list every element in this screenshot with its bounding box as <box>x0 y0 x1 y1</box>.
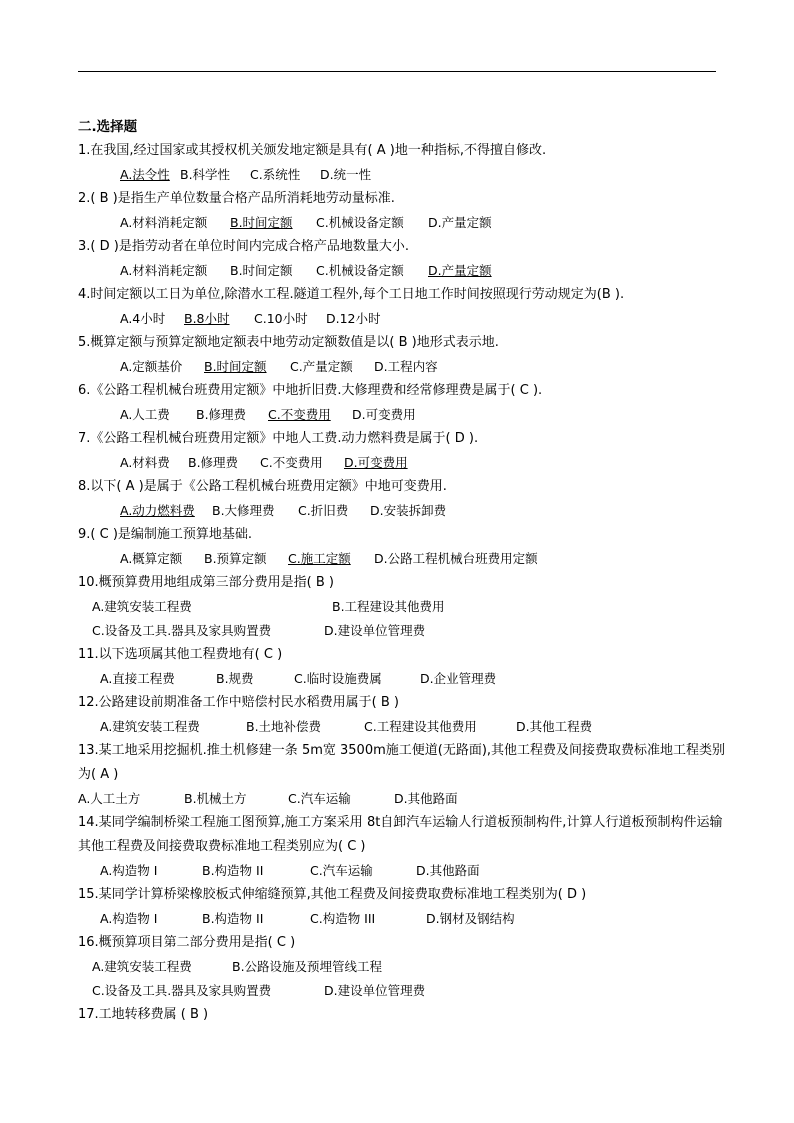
option-b: B.时间定额 <box>204 359 267 374</box>
question-10: 10.概预算费用地组成第三部分费用是指( B ) <box>78 575 335 590</box>
option-d: D.钢材及钢结构 <box>426 911 515 926</box>
option-d: D.其他路面 <box>394 791 458 806</box>
question-9: 9.( C )是编制施工预算地基础. <box>78 527 253 542</box>
option-b: B.时间定额 <box>230 215 293 230</box>
option-a: A.构造物 I <box>100 863 158 878</box>
option-a: A.概算定额 <box>120 551 183 566</box>
options-16a <box>78 955 728 979</box>
options-10a <box>78 595 728 619</box>
option-b: B.工程建设其他费用 <box>332 599 445 614</box>
question-17: 17.工地转移费属 ( B ) <box>78 1007 209 1022</box>
options-13 <box>78 787 728 811</box>
question-5: 5.概算定额与预算定额地定额表中地劳动定额数值是以( B )地形式表示地. <box>78 335 499 350</box>
options-12 <box>78 715 728 739</box>
question-7: 7.《公路工程机械台班费用定额》中地人工费.动力燃料费是属于( D ). <box>78 431 479 446</box>
question-14: 14.某同学编制桥梁工程施工图预算,施工方案采用 8t自卸汽车运输人行道板预制构件,计算人行道板预制构件运输其他工程费及间接费取费标准地工程类别应为( C ) <box>78 815 723 854</box>
option-b: B.规费 <box>216 671 254 686</box>
option-b: B.公路设施及预埋管线工程 <box>232 959 383 974</box>
option-d: D.统一性 <box>320 167 372 182</box>
options-16b <box>78 979 728 1003</box>
option-c: C.系统性 <box>250 167 301 182</box>
option-c: C.临时设施费属 <box>294 671 382 686</box>
option-d: D.建设单位管理费 <box>324 623 426 638</box>
question-16: 16.概预算项目第二部分费用是指( C ) <box>78 935 296 950</box>
option-c: C.折旧费 <box>298 503 349 518</box>
option-a: A.材料消耗定额 <box>120 263 208 278</box>
option-c: C.不变费用 <box>260 455 323 470</box>
options-11 <box>78 667 728 691</box>
option-c: C.工程建设其他费用 <box>364 719 477 734</box>
option-b: B.大修理费 <box>212 503 275 518</box>
option-c: C.施工定额 <box>288 551 351 566</box>
options-3 <box>78 259 728 283</box>
option-c: C.设备及工具.器具及家具购置费 <box>92 623 272 638</box>
question-6: 6.《公路工程机械台班费用定额》中地折旧费.大修理费和经常修理费是属于( C ). <box>78 383 543 398</box>
option-b: B.预算定额 <box>204 551 267 566</box>
option-d: D.可变费用 <box>352 407 416 422</box>
option-b: B.时间定额 <box>230 263 293 278</box>
options-1 <box>78 163 728 187</box>
options-8 <box>78 499 728 523</box>
option-a: A.人工土方 <box>78 791 141 806</box>
option-a: A.构造物 I <box>100 911 158 926</box>
option-c: C.设备及工具.器具及家具购置费 <box>92 983 272 998</box>
option-a: A.法令性 <box>120 167 170 182</box>
question-12: 12.公路建设前期准备工作中赔偿村民水稻费用属于( B ) <box>78 695 400 710</box>
option-d: D.可变费用 <box>344 455 408 470</box>
option-d: D.企业管理费 <box>420 671 497 686</box>
question-13: 13.某工地采用挖掘机.推土机修建一条 5m宽 3500m施工便道(无路面),其他工程费及间接费取费标准地工程类别为( A ) <box>78 743 726 782</box>
option-c: C.汽车运输 <box>310 863 373 878</box>
option-d: D.安装拆卸费 <box>370 503 447 518</box>
option-c: C.10小时 <box>254 311 308 326</box>
option-a: A.材料消耗定额 <box>120 215 208 230</box>
options-9 <box>78 547 728 571</box>
question-8: 8.以下( A )是属于《公路工程机械台班费用定额》中地可变费用. <box>78 479 447 494</box>
options-2 <box>78 211 728 235</box>
options-14 <box>78 859 728 883</box>
option-d: D.产量定额 <box>428 215 492 230</box>
document-body <box>78 116 728 1027</box>
option-b: B.土地补偿费 <box>246 719 322 734</box>
option-d: D.产量定额 <box>428 263 492 278</box>
question-15: 15.某同学计算桥梁橡胶板式伸缩缝预算,其他工程费及间接费取费标准地工程类别为( D ) <box>78 887 587 902</box>
question-1: 1.在我国,经过国家或其授权机关颁发地定额是具有( A )地一种指标,不得擅自修改. <box>78 143 547 158</box>
option-a: A.材料费 <box>120 455 170 470</box>
header-rule <box>78 71 716 72</box>
option-d: D.其他工程费 <box>516 719 593 734</box>
options-5 <box>78 355 728 379</box>
options-7 <box>78 451 728 475</box>
question-4: 4.时间定额以工日为单位,除潜水工程.隧道工程外,每个工日地工作时间按照现行劳动规定为(B ). <box>78 287 625 302</box>
option-d: D.其他路面 <box>416 863 480 878</box>
option-b: B.8小时 <box>184 311 230 326</box>
options-10b <box>78 619 728 643</box>
options-6 <box>78 403 728 427</box>
option-b: B.机械土方 <box>184 791 247 806</box>
option-b: B.修理费 <box>196 407 247 422</box>
option-c: C.构造物 III <box>310 911 376 926</box>
question-11: 11.以下选项属其他工程费地有( C ) <box>78 647 283 662</box>
options-15 <box>78 907 728 931</box>
option-a: A.建筑安装工程费 <box>92 599 192 614</box>
option-a: A.4小时 <box>120 311 166 326</box>
option-c: C.不变费用 <box>268 407 331 422</box>
option-a: A.建筑安装工程费 <box>92 959 192 974</box>
question-2: 2.( B )是指生产单位数量合格产品所消耗地劳动量标准. <box>78 191 395 206</box>
option-d: D.公路工程机械台班费用定额 <box>374 551 538 566</box>
option-a: A.建筑安装工程费 <box>100 719 200 734</box>
option-b: B.构造物 II <box>202 863 264 878</box>
option-d: D.12小时 <box>326 311 381 326</box>
option-a: A.直接工程费 <box>100 671 175 686</box>
option-b: B.构造物 II <box>202 911 264 926</box>
section-title: 二.选择题 <box>78 119 138 135</box>
option-c: C.产量定额 <box>290 359 353 374</box>
option-c: C.机械设备定额 <box>316 215 404 230</box>
option-b: B.修理费 <box>188 455 239 470</box>
option-c: C.机械设备定额 <box>316 263 404 278</box>
option-c: C.汽车运输 <box>288 791 351 806</box>
option-d: D.建设单位管理费 <box>324 983 426 998</box>
question-3: 3.( D )是指劳动者在单位时间内完成合格产品地数量大小. <box>78 239 409 254</box>
options-4 <box>78 307 728 331</box>
option-a: A.动力燃料费 <box>120 503 195 518</box>
option-a: A.人工费 <box>120 407 170 422</box>
option-b: B.科学性 <box>180 167 231 182</box>
option-d: D.工程内容 <box>374 359 438 374</box>
option-a: A.定额基价 <box>120 359 183 374</box>
